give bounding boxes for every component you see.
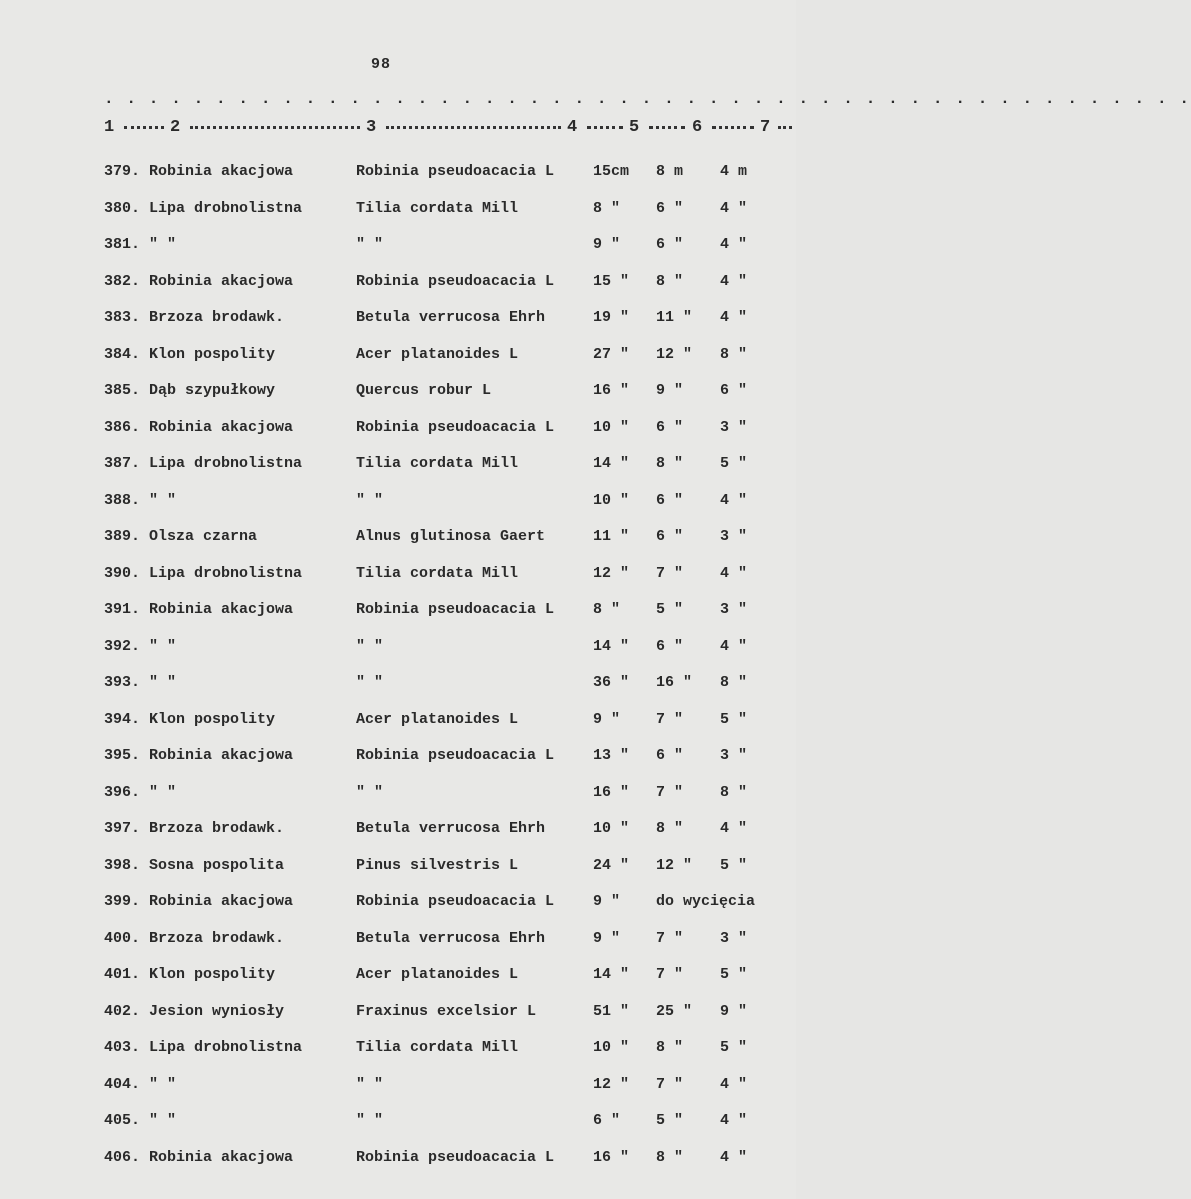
tree-height: 12 "	[656, 856, 693, 874]
latin-name: " "	[356, 1112, 384, 1129]
crown-width: 4 "	[720, 1112, 748, 1129]
table-row	[0, 999, 796, 1036]
latin-name: Acer platanoides L	[356, 710, 519, 728]
table-row	[0, 1072, 796, 1109]
polish-name: " "	[149, 491, 177, 509]
table-row	[0, 415, 796, 452]
tree-height: 8 "	[656, 820, 684, 837]
table-row	[0, 853, 796, 890]
crown-width: 4 "	[720, 564, 748, 582]
polish-name: Robinia akacjowa	[149, 163, 294, 180]
entry-number: 383.	[104, 309, 141, 326]
trunk-circumference: 9 "	[593, 893, 621, 910]
entry-number: 389.	[104, 528, 141, 545]
tree-height: 5 "	[656, 601, 684, 618]
crown-width: 4 "	[720, 491, 748, 509]
tree-height: 8 "	[656, 1148, 684, 1166]
crown-width: 8 "	[720, 345, 748, 363]
leader-dots	[712, 126, 754, 129]
latin-name: Betula verrucosa Ehrh	[356, 309, 546, 326]
entry-number: 398.	[104, 856, 141, 874]
tree-height: 8 m	[656, 163, 684, 180]
entry-number: 405.	[104, 1112, 141, 1129]
table-row	[0, 196, 796, 233]
trunk-circumference: 27 "	[593, 345, 630, 363]
table-row	[0, 342, 796, 379]
entry-number: 401.	[104, 966, 141, 983]
table-row	[0, 159, 796, 196]
tree-height: 8 "	[656, 455, 684, 472]
polish-name: Olsza czarna	[149, 528, 258, 545]
latin-name: " "	[356, 236, 384, 253]
column-header-row	[104, 118, 794, 144]
tree-height: 7 "	[656, 710, 684, 728]
latin-name: Tilia cordata Mill	[356, 1039, 519, 1056]
tree-height: 8 "	[656, 272, 684, 290]
table-row	[0, 451, 796, 488]
tree-height: 7 "	[656, 783, 684, 801]
tree-height: 25 "	[656, 1002, 693, 1020]
polish-name: " "	[149, 783, 177, 801]
tree-inventory-table	[0, 159, 796, 1181]
table-row	[0, 743, 796, 780]
trunk-circumference: 16 "	[593, 382, 630, 399]
leader-dots	[190, 126, 360, 129]
entry-number: 381.	[104, 236, 141, 253]
latin-name: Quercus robur L	[356, 382, 492, 399]
latin-name: Robinia pseudoacacia L	[356, 163, 555, 180]
table-row	[0, 926, 796, 963]
column-header-1: 1	[104, 118, 115, 137]
entry-number: 384.	[104, 345, 141, 363]
trunk-circumference: 19 "	[593, 309, 630, 326]
latin-name: Betula verrucosa Ehrh	[356, 929, 546, 947]
polish-name: Brzoza brodawk.	[149, 309, 285, 326]
entry-number: 402.	[104, 1002, 141, 1020]
trunk-circumference: 51 "	[593, 1002, 630, 1020]
table-row	[0, 634, 796, 671]
tree-height: 8 "	[656, 1039, 684, 1056]
leader-dots	[124, 126, 164, 129]
entry-number: 395.	[104, 747, 141, 764]
column-header-2: 2	[170, 118, 181, 137]
polish-name: Lipa drobnolistna	[149, 455, 303, 472]
trunk-circumference: 24 "	[593, 856, 630, 874]
entry-number: 396.	[104, 783, 141, 801]
latin-name: Robinia pseudoacacia L	[356, 747, 555, 764]
polish-name: Klon pospolity	[149, 966, 276, 983]
tree-height: 7 "	[656, 564, 684, 582]
table-row	[0, 707, 796, 744]
page-number: 98	[371, 56, 392, 73]
column-header-5: 5	[629, 118, 640, 137]
trunk-circumference: 8 "	[593, 199, 621, 217]
tree-height: 12 "	[656, 345, 693, 363]
leader-dots	[778, 126, 792, 129]
column-header-7: 7	[760, 118, 771, 137]
crown-width: 3 "	[720, 929, 748, 947]
polish-name: Robinia akacjowa	[149, 272, 294, 290]
crown-width: 4 "	[720, 1148, 748, 1166]
table-row	[0, 1035, 796, 1072]
table-row	[0, 816, 796, 853]
trunk-circumference: 15cm	[593, 163, 630, 180]
entry-number: 406.	[104, 1148, 141, 1166]
trunk-circumference: 12 "	[593, 564, 630, 582]
latin-name: Robinia pseudoacacia L	[356, 1148, 555, 1166]
latin-name: " "	[356, 491, 384, 509]
crown-width: 5 "	[720, 455, 748, 472]
crown-width: 6 "	[720, 382, 748, 399]
polish-name: Lipa drobnolistna	[149, 199, 303, 217]
crown-width: 3 "	[720, 747, 748, 764]
crown-width: 5 "	[720, 1039, 748, 1056]
crown-width: 4 "	[720, 637, 748, 655]
trunk-circumference: 12 "	[593, 1075, 630, 1093]
entry-number: 388.	[104, 491, 141, 509]
latin-name: Acer platanoides L	[356, 345, 519, 363]
trunk-circumference: 15 "	[593, 272, 630, 290]
entry-number: 385.	[104, 382, 141, 399]
polish-name: Robinia akacjowa	[149, 418, 294, 436]
table-row	[0, 561, 796, 598]
latin-name: Tilia cordata Mill	[356, 455, 519, 472]
trunk-circumference: 9 "	[593, 710, 621, 728]
tree-height: 5 "	[656, 1112, 684, 1129]
latin-name: " "	[356, 637, 384, 655]
trunk-circumference: 14 "	[593, 637, 630, 655]
crown-width: 3 "	[720, 528, 748, 545]
trunk-circumference: 9 "	[593, 236, 621, 253]
latin-name: Acer platanoides L	[356, 966, 519, 983]
dotted-separator: . . . . . . . . . . . . . . . . . . . . . . . . . . . . . . . . . . . . . . . . . . . . . . . . .	[104, 90, 1191, 108]
trunk-circumference: 10 "	[593, 491, 630, 509]
crown-width: 5 "	[720, 966, 748, 983]
table-row	[0, 488, 796, 525]
polish-name: " "	[149, 236, 177, 253]
column-header-4: 4	[567, 118, 578, 137]
entry-number: 386.	[104, 418, 141, 436]
polish-name: Robinia akacjowa	[149, 747, 294, 764]
latin-name: " "	[356, 783, 384, 801]
polish-name: " "	[149, 1112, 177, 1129]
table-row	[0, 378, 796, 415]
polish-name: Klon pospolity	[149, 345, 276, 363]
trunk-circumference: 36 "	[593, 674, 630, 691]
trunk-circumference: 8 "	[593, 601, 621, 618]
polish-name: Robinia akacjowa	[149, 601, 294, 618]
column-header-6: 6	[692, 118, 703, 137]
tree-height: 6 "	[656, 199, 684, 217]
latin-name: Tilia cordata Mill	[356, 199, 519, 217]
table-row	[0, 1145, 796, 1182]
polish-name: Brzoza brodawk.	[149, 820, 285, 837]
crown-width: 5 "	[720, 856, 748, 874]
table-row	[0, 670, 796, 707]
entry-number: 394.	[104, 710, 141, 728]
entry-number: 403.	[104, 1039, 141, 1056]
table-row	[0, 305, 796, 342]
entry-number: 390.	[104, 564, 141, 582]
polish-name: Lipa drobnolistna	[149, 564, 303, 582]
tree-height: 6 "	[656, 491, 684, 509]
leader-dots	[649, 126, 685, 129]
polish-name: Dąb szypułkowy	[149, 382, 276, 399]
table-row	[0, 597, 796, 634]
leader-dots	[386, 126, 561, 129]
trunk-circumference: 14 "	[593, 455, 630, 472]
tree-height: do wycięcia	[656, 893, 756, 910]
crown-width: 3 "	[720, 601, 748, 618]
latin-name: Pinus silvestris L	[356, 856, 519, 874]
latin-name: Robinia pseudoacacia L	[356, 272, 555, 290]
trunk-circumference: 14 "	[593, 966, 630, 983]
tree-height: 7 "	[656, 929, 684, 947]
crown-width: 4 "	[720, 309, 748, 326]
table-row	[0, 962, 796, 999]
crown-width: 4 "	[720, 199, 748, 217]
table-row	[0, 269, 796, 306]
trunk-circumference: 10 "	[593, 1039, 630, 1056]
entry-number: 400.	[104, 929, 141, 947]
latin-name: Betula verrucosa Ehrh	[356, 820, 546, 837]
tree-height: 9 "	[656, 382, 684, 399]
tree-height: 7 "	[656, 1075, 684, 1093]
latin-name: Robinia pseudoacacia L	[356, 893, 555, 910]
entry-number: 379.	[104, 163, 141, 180]
table-row	[0, 1108, 796, 1145]
tree-height: 11 "	[656, 309, 693, 326]
entry-number: 399.	[104, 893, 141, 910]
trunk-circumference: 10 "	[593, 418, 630, 436]
latin-name: " "	[356, 1075, 384, 1093]
entry-number: 392.	[104, 637, 141, 655]
polish-name: " "	[149, 637, 177, 655]
crown-width: 4 "	[720, 272, 748, 290]
entry-number: 380.	[104, 199, 141, 217]
crown-width: 4 "	[720, 1075, 748, 1093]
trunk-circumference: 11 "	[593, 528, 630, 545]
crown-width: 8 "	[720, 674, 748, 691]
table-row	[0, 232, 796, 269]
crown-width: 4 m	[720, 163, 748, 180]
trunk-circumference: 10 "	[593, 820, 630, 837]
table-row	[0, 524, 796, 561]
latin-name: Robinia pseudoacacia L	[356, 418, 555, 436]
crown-width: 5 "	[720, 710, 748, 728]
crown-width: 4 "	[720, 236, 748, 253]
tree-height: 7 "	[656, 966, 684, 983]
entry-number: 391.	[104, 601, 141, 618]
polish-name: Jesion wyniosły	[149, 1002, 285, 1020]
entry-number: 393.	[104, 674, 141, 691]
tree-height: 6 "	[656, 236, 684, 253]
tree-height: 6 "	[656, 747, 684, 764]
crown-width: 3 "	[720, 418, 748, 436]
polish-name: Brzoza brodawk.	[149, 929, 285, 947]
polish-name: Sosna pospolita	[149, 856, 285, 874]
polish-name: " "	[149, 674, 177, 691]
crown-width: 9 "	[720, 1002, 748, 1020]
trunk-circumference: 9 "	[593, 929, 621, 947]
latin-name: Alnus glutinosa Gaert	[356, 528, 546, 545]
column-header-3: 3	[366, 118, 377, 137]
polish-name: " "	[149, 1075, 177, 1093]
entry-number: 397.	[104, 820, 141, 837]
tree-height: 6 "	[656, 418, 684, 436]
latin-name: Robinia pseudoacacia L	[356, 601, 555, 618]
trunk-circumference: 16 "	[593, 1148, 630, 1166]
polish-name: Robinia akacjowa	[149, 893, 294, 910]
polish-name: Lipa drobnolistna	[149, 1039, 303, 1056]
trunk-circumference: 13 "	[593, 747, 630, 764]
latin-name: " "	[356, 674, 384, 691]
tree-height: 16 "	[656, 674, 693, 691]
entry-number: 387.	[104, 455, 141, 472]
entry-number: 404.	[104, 1075, 141, 1093]
trunk-circumference: 16 "	[593, 783, 630, 801]
crown-width: 4 "	[720, 820, 748, 837]
table-row	[0, 889, 796, 926]
latin-name: Fraxinus excelsior L	[356, 1002, 537, 1020]
entry-number: 382.	[104, 272, 141, 290]
tree-height: 6 "	[656, 528, 684, 545]
latin-name: Tilia cordata Mill	[356, 564, 519, 582]
crown-width: 8 "	[720, 783, 748, 801]
tree-height: 6 "	[656, 637, 684, 655]
table-row	[0, 780, 796, 817]
trunk-circumference: 6 "	[593, 1112, 621, 1129]
leader-dots	[587, 126, 623, 129]
polish-name: Robinia akacjowa	[149, 1148, 294, 1166]
polish-name: Klon pospolity	[149, 710, 276, 728]
